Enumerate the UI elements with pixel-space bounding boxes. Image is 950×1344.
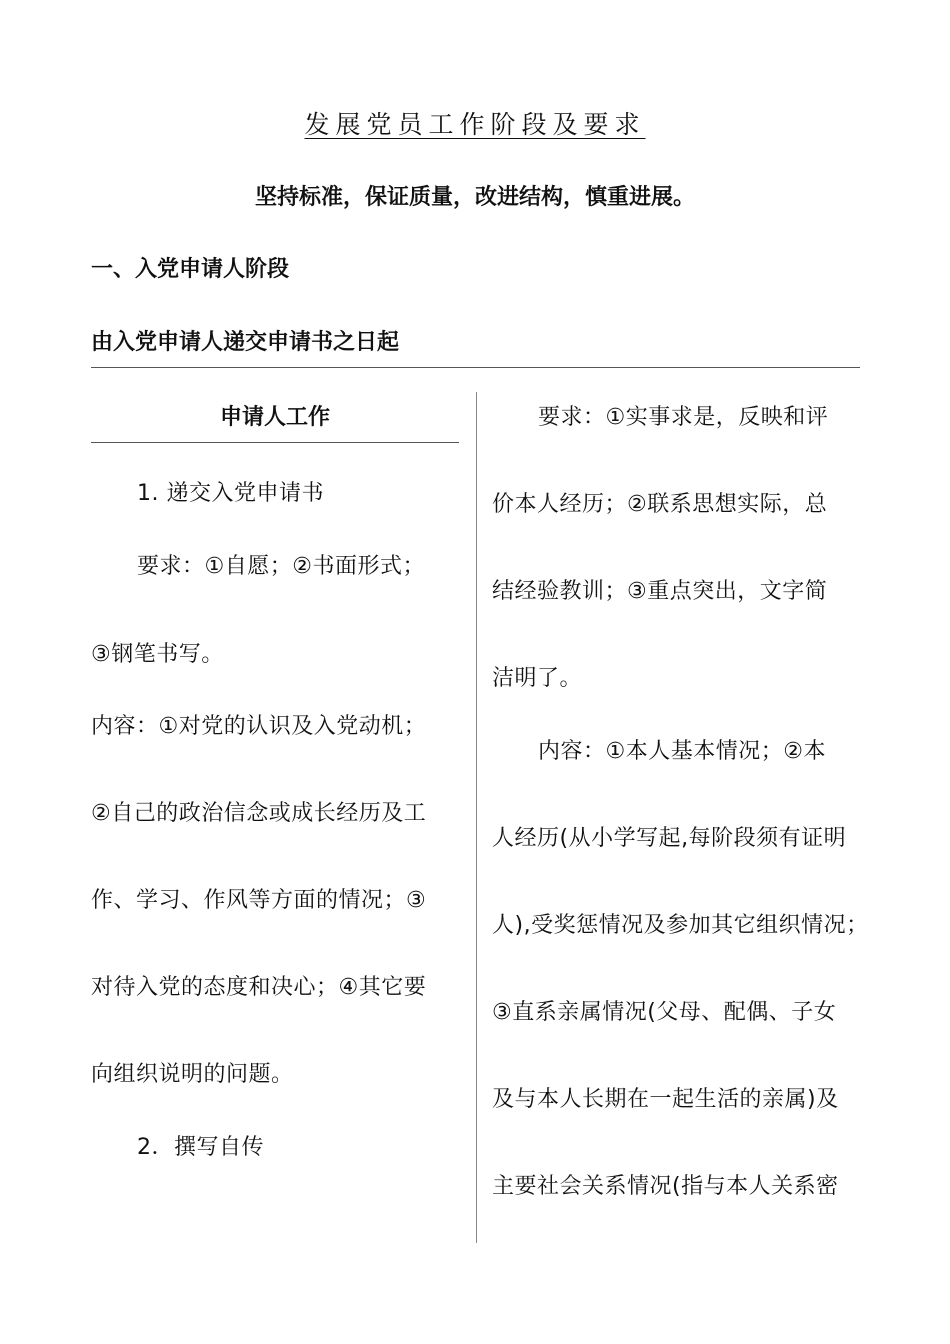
stage-subheading: 由入党申请人递交申请书之日起 (91, 330, 400, 355)
text-line: 人经历(从小学写起,每阶段须有证明 (492, 826, 847, 851)
text-line: 2．撰写自传 (137, 1135, 264, 1160)
text-line: ②自己的政治信念或成长经历及工 (91, 801, 427, 826)
page-title: 发展党员工作阶段及要求 (304, 110, 646, 139)
text-line: 及与本人长期在一起生活的亲属)及 (492, 1087, 839, 1112)
text-line: 洁明了。 (492, 666, 583, 691)
text-line: 内容：①对党的认识及入党动机； (91, 714, 427, 739)
text-line: 向组织说明的问题。 (91, 1062, 294, 1087)
section-heading: 一、入党申请人阶段 (91, 257, 290, 282)
column-heading: 申请人工作 (219, 405, 330, 430)
column-heading-rule (91, 442, 459, 443)
table-top-rule (91, 367, 860, 368)
guiding-principle: 坚持标准，保证质量，改进结构，慎重进展。 (254, 185, 695, 210)
text-line: 价本人经历；②联系思想实际，总 (492, 492, 828, 517)
text-line: 对待入党的态度和决心；④其它要 (91, 975, 427, 1000)
column-divider (476, 392, 477, 1243)
text-line: 作、学习、作风等方面的情况；③ (91, 888, 427, 913)
text-line: ③钢笔书写。 (91, 642, 224, 667)
text-line: 要求：①实事求是，反映和评 (538, 405, 829, 430)
text-line: 1. 递交入党申请书 (137, 481, 324, 506)
text-line: 内容：①本人基本情况；②本 (538, 739, 826, 764)
text-line: 要求：①自愿；②书面形式； (137, 554, 425, 579)
text-line: ③直系亲属情况(父母、配偶、子女 (492, 1000, 837, 1025)
text-line: 结经验教训；③重点突出，文字简 (492, 579, 828, 604)
text-line: 人),受奖惩情况及参加其它组织情况； (492, 913, 869, 938)
text-line: 主要社会关系情况(指与本人关系密 (492, 1174, 839, 1199)
